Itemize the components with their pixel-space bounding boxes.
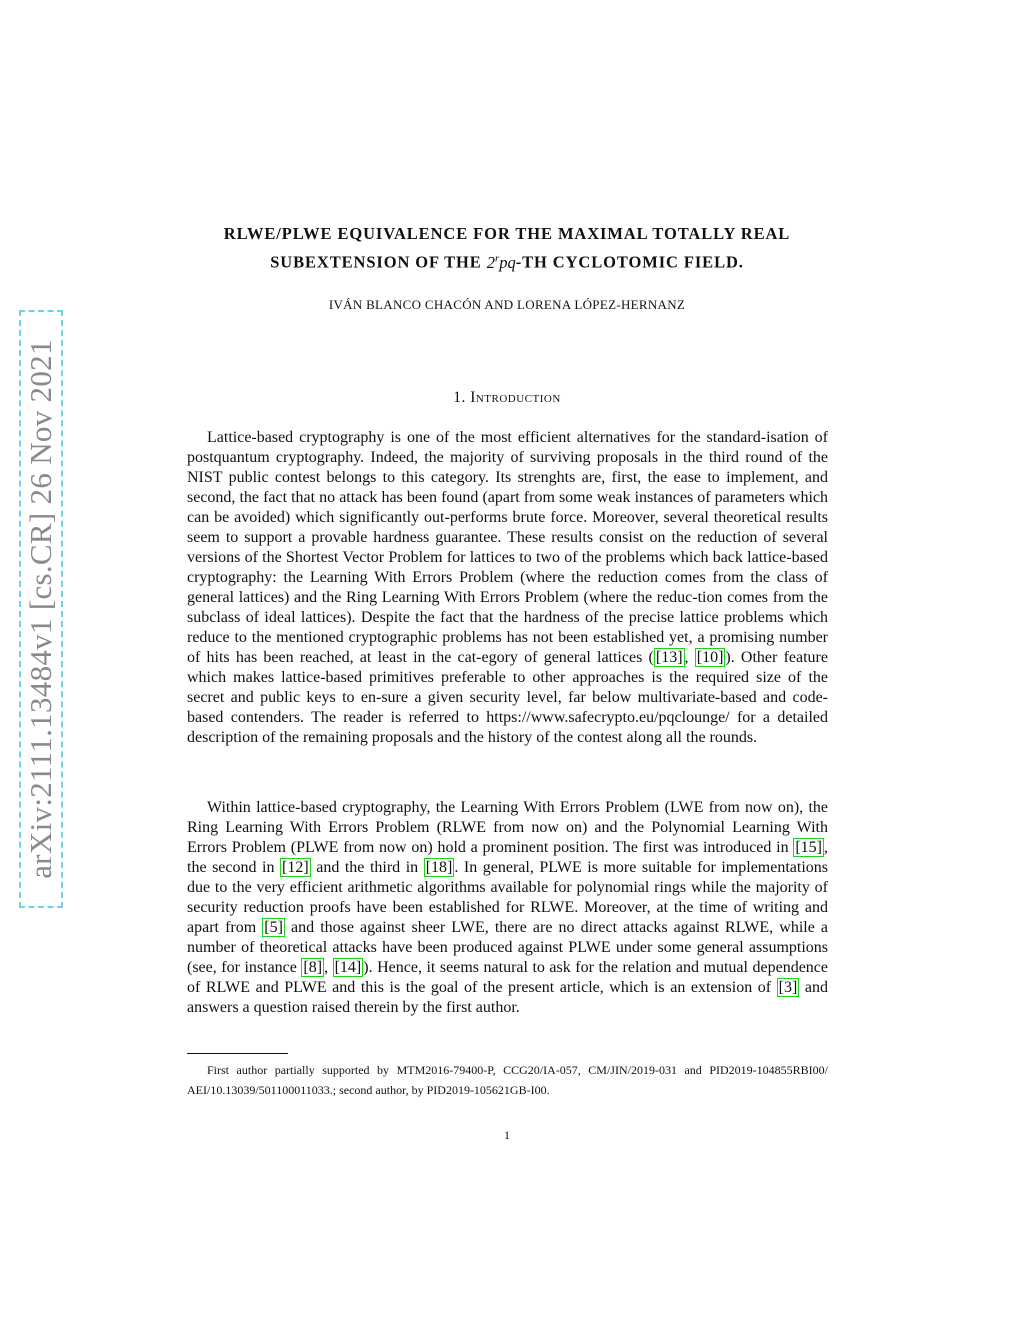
title-line-1: RLWE/PLWE EQUIVALENCE FOR THE MAXIMAL TOTALLY REAL xyxy=(223,224,791,243)
citation-link[interactable]: [10] xyxy=(696,649,724,666)
paragraph-2-text-d: . In general, PLWE is more suitable for implementations due to the very efficient arithmetic algorithms available for polynomial rings while the majority of security reduction proofs have been established for RLWE. Moreover, at the time of writing and apart from xyxy=(187,859,829,936)
citation-link[interactable]: [18] xyxy=(425,859,453,876)
paragraph-2-text-a: Within lattice-based cryptography, the Learning With Errors Problem (LWE from now on), the Ring Learning With Errors Problem (RLWE from now on) and the Polynomial Learning With Errors Problem (PLWE from now on) hold a prominent position. The first was introduced in xyxy=(187,799,828,856)
citation-link[interactable]: [12] xyxy=(282,859,309,876)
paragraph-2-text-g: ). Hence, it seems natural to ask for the relation and mutual dependence of RLWE and PLWE and this is the goal of the present article, which is an extension of xyxy=(187,959,828,996)
title-math-tail: pq xyxy=(499,252,516,272)
section-number: 1. xyxy=(453,389,466,406)
citation-link[interactable]: [3] xyxy=(778,979,798,996)
citation-link[interactable]: [15] xyxy=(795,839,822,856)
citation-link[interactable]: [14] xyxy=(334,959,362,976)
arxiv-stamp xyxy=(19,310,63,908)
paragraph-2 xyxy=(187,798,828,1018)
title-math-exponent: r xyxy=(494,252,500,264)
citation-link[interactable]: [5] xyxy=(264,919,283,936)
paragraph-2-text-b: , the second in xyxy=(187,839,828,876)
paragraph-1-separator: , xyxy=(684,649,695,666)
paragraph-1-text-a: Lattice-based cryptography is one of the most efficient alternatives for the standard-isation of postquantum cryptography. Indeed, the majority of surviving proposals in the third round of the NIST public contest belongs to this category. Its strenghts are, first, the ease to implement, and second, the fact that no attack has been found (apart from some weak instances of parameters which can be avoided) which significantly out-performs brute force. Moreover, several theoretical results seem to support a provable hardness guarantee. These results consist on the reduction of several versions of the Shortest Vector Problem for lattices to two of the problems which back lattice-based cryptography: the Learning With Errors Problem (where the reduction comes from the class of general lattices) and the Ring Learning With Errors Problem (where the reduc-tion comes from the subclass of ideal lattices). Despite the fact that the hardness of the precise lattice problems which reduce to the mentioned cryptographic problems has not been established yet, a promising number of hits has been reached, at least in the cat-egory of general lattices ( xyxy=(187,429,828,666)
title-line-2 xyxy=(160,246,854,275)
paper-title xyxy=(160,222,854,275)
authors: IVÁN BLANCO CHACÓN AND LORENA LÓPEZ-HERNANZ xyxy=(328,297,686,312)
arxiv-identifier[interactable]: arXiv:2111.13484v1 [cs.CR] 26 Nov 2021 xyxy=(23,339,58,879)
paragraph-2-text-e: and those against sheer LWE, there are no direct attacks against RLWE, while a number of theoretical attacks have been produced against PLWE under some general assumptions (see, for instance xyxy=(187,919,829,976)
footnote: First author partially supported by MTM2016-79400-P, CCG20/IA-057, CM/JIN/2019-031 and PID2019-104855RBI00/ AEI/10.13039/501100011033.; second author, by PID2019-105621GB-I00. xyxy=(187,1063,828,1097)
section-heading xyxy=(160,389,854,407)
title-line-2-suffix: -TH CYCLOTOMIC FIELD. xyxy=(515,252,744,272)
title-math xyxy=(487,253,516,272)
page-number: 1 xyxy=(504,1128,510,1142)
title-math-base: 2 xyxy=(486,252,495,272)
paragraph-1-text-b: ). Other feature which makes lattice-based primitives preferable to other approaches is the required size of the secret and public keys to en-sure a given security level, far below multivariate-based and code-based contenders. The reader is referred to https://www.safecrypto.eu/pqclounge/ for a detailed description of the remaining proposals and the history of the contest along all the rounds. xyxy=(187,649,828,746)
citation-link[interactable]: [13] xyxy=(655,649,683,666)
paragraph-1 xyxy=(187,428,828,748)
citation-link[interactable]: [8] xyxy=(303,959,323,976)
paragraph-2-text-f: , xyxy=(324,959,333,976)
paragraph-2-text-h: and answers a question raised therein by the first author. xyxy=(187,979,828,1016)
title-line-2-prefix: SUBEXTENSION OF THE xyxy=(270,252,487,272)
section-title: Introduction xyxy=(470,389,561,406)
footnote-rule xyxy=(187,1053,288,1054)
paragraph-2-text-c: and the third in xyxy=(310,859,424,876)
